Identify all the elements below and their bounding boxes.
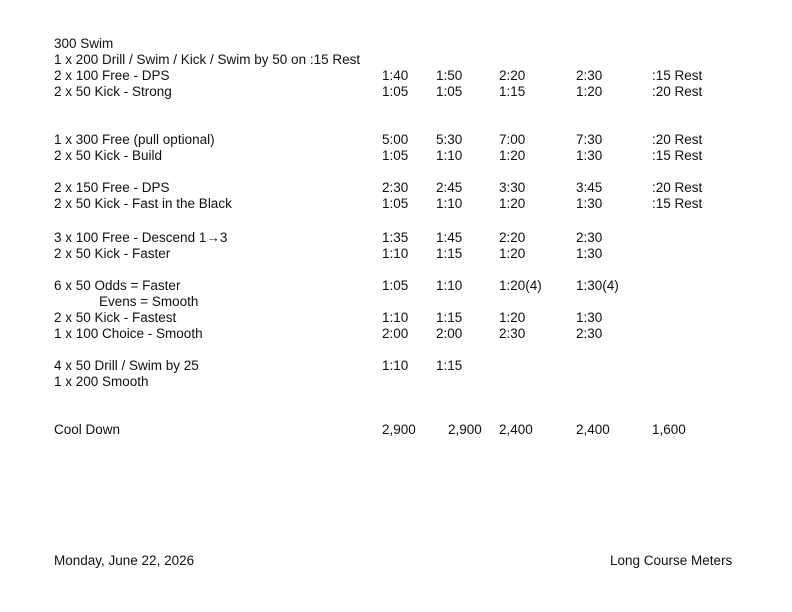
interval-4: 1:30(4)	[576, 278, 619, 293]
interval-3: 7:00	[499, 132, 526, 147]
interval-2: 1:10	[436, 278, 463, 293]
interval-4: 1:30	[576, 148, 603, 163]
rest: :20 Rest	[652, 180, 703, 195]
set-description: 2 x 50 Kick - Faster	[54, 246, 171, 261]
rest: :20 Rest	[652, 132, 703, 147]
interval-2: 1:10	[436, 148, 463, 163]
interval-4: 1:30	[576, 246, 603, 261]
interval-1: 1:10	[382, 246, 409, 261]
rest: :15 Rest	[652, 196, 703, 211]
total-2: 2,900	[448, 422, 482, 437]
interval-4: 1:20	[576, 84, 603, 99]
set-description: 6 x 50 Odds = Faster	[54, 278, 181, 293]
set-description: 2 x 150 Free - DPS	[54, 180, 170, 195]
interval-3: 1:15	[499, 84, 526, 99]
total-5: 1,600	[652, 422, 686, 437]
interval-2: 2:00	[436, 326, 463, 341]
interval-2: 1:05	[436, 84, 463, 99]
interval-2: 1:15	[436, 310, 463, 325]
interval-1: 1:05	[382, 84, 409, 99]
interval-2: 2:45	[436, 180, 463, 195]
interval-4: 2:30	[576, 326, 603, 341]
interval-4: 2:30	[576, 68, 603, 83]
interval-1: 1:35	[382, 230, 409, 245]
set-description: 2 x 50 Kick - Fastest	[54, 310, 177, 325]
set-description: 1 x 100 Choice - Smooth	[54, 326, 203, 341]
interval-4: 7:30	[576, 132, 603, 147]
interval-2: 1:45	[436, 230, 463, 245]
interval-3: 2:30	[499, 326, 526, 341]
set-description: 4 x 50 Drill / Swim by 25	[54, 358, 199, 373]
interval-4: 1:30	[576, 310, 603, 325]
rest: :15 Rest	[652, 68, 703, 83]
interval-3: 2:20	[499, 230, 526, 245]
interval-1: 2:30	[382, 180, 409, 195]
interval-1: 1:40	[382, 68, 409, 83]
interval-3: 1:20	[499, 310, 526, 325]
interval-1: 1:10	[382, 310, 409, 325]
set-description: 1 x 300 Free (pull optional)	[54, 132, 215, 147]
rest: :15 Rest	[652, 148, 703, 163]
interval-1: 1:05	[382, 148, 409, 163]
total-3: 2,400	[499, 422, 533, 437]
interval-3: 2:20	[499, 68, 526, 83]
interval-3: 1:20	[499, 148, 526, 163]
interval-1: 5:00	[382, 132, 409, 147]
interval-1: 1:10	[382, 358, 409, 373]
interval-4: 3:45	[576, 180, 603, 195]
interval-2: 1:10	[436, 196, 463, 211]
total-4: 2,400	[576, 422, 610, 437]
interval-3: 1:20	[499, 196, 526, 211]
interval-4: 1:30	[576, 196, 603, 211]
interval-1: 1:05	[382, 196, 409, 211]
set-description: 2 x 50 Kick - Build	[54, 148, 163, 163]
set-description: 2 x 100 Free - DPS	[54, 68, 170, 83]
evens-note: Evens = Smooth	[99, 294, 199, 309]
interval-3: 3:30	[499, 180, 526, 195]
total-1: 2,900	[382, 422, 416, 437]
cooldown-label: Cool Down	[54, 422, 121, 437]
footer-course: Long Course Meters	[610, 553, 733, 568]
rest: :20 Rest	[652, 84, 703, 99]
set-description: 2 x 50 Kick - Fast in the Black	[54, 196, 232, 211]
drill-description: 1 x 200 Drill / Swim / Kick / Swim by 50 on :15 Rest	[54, 52, 361, 67]
interval-4: 2:30	[576, 230, 603, 245]
interval-3: 1:20(4)	[499, 278, 542, 293]
interval-2: 5:30	[436, 132, 463, 147]
interval-1: 2:00	[382, 326, 409, 341]
warmup-title: 300 Swim	[54, 36, 114, 51]
interval-2: 1:50	[436, 68, 463, 83]
set-description: 3 x 100 Free - Descend 1→3	[54, 230, 228, 245]
interval-2: 1:15	[436, 358, 463, 373]
footer-date: Monday, June 22, 2026	[54, 553, 195, 568]
interval-1: 1:05	[382, 278, 409, 293]
smooth-set: 1 x 200 Smooth	[54, 374, 149, 389]
interval-3: 1:20	[499, 246, 526, 261]
interval-2: 1:15	[436, 246, 463, 261]
set-description: 2 x 50 Kick - Strong	[54, 84, 172, 99]
